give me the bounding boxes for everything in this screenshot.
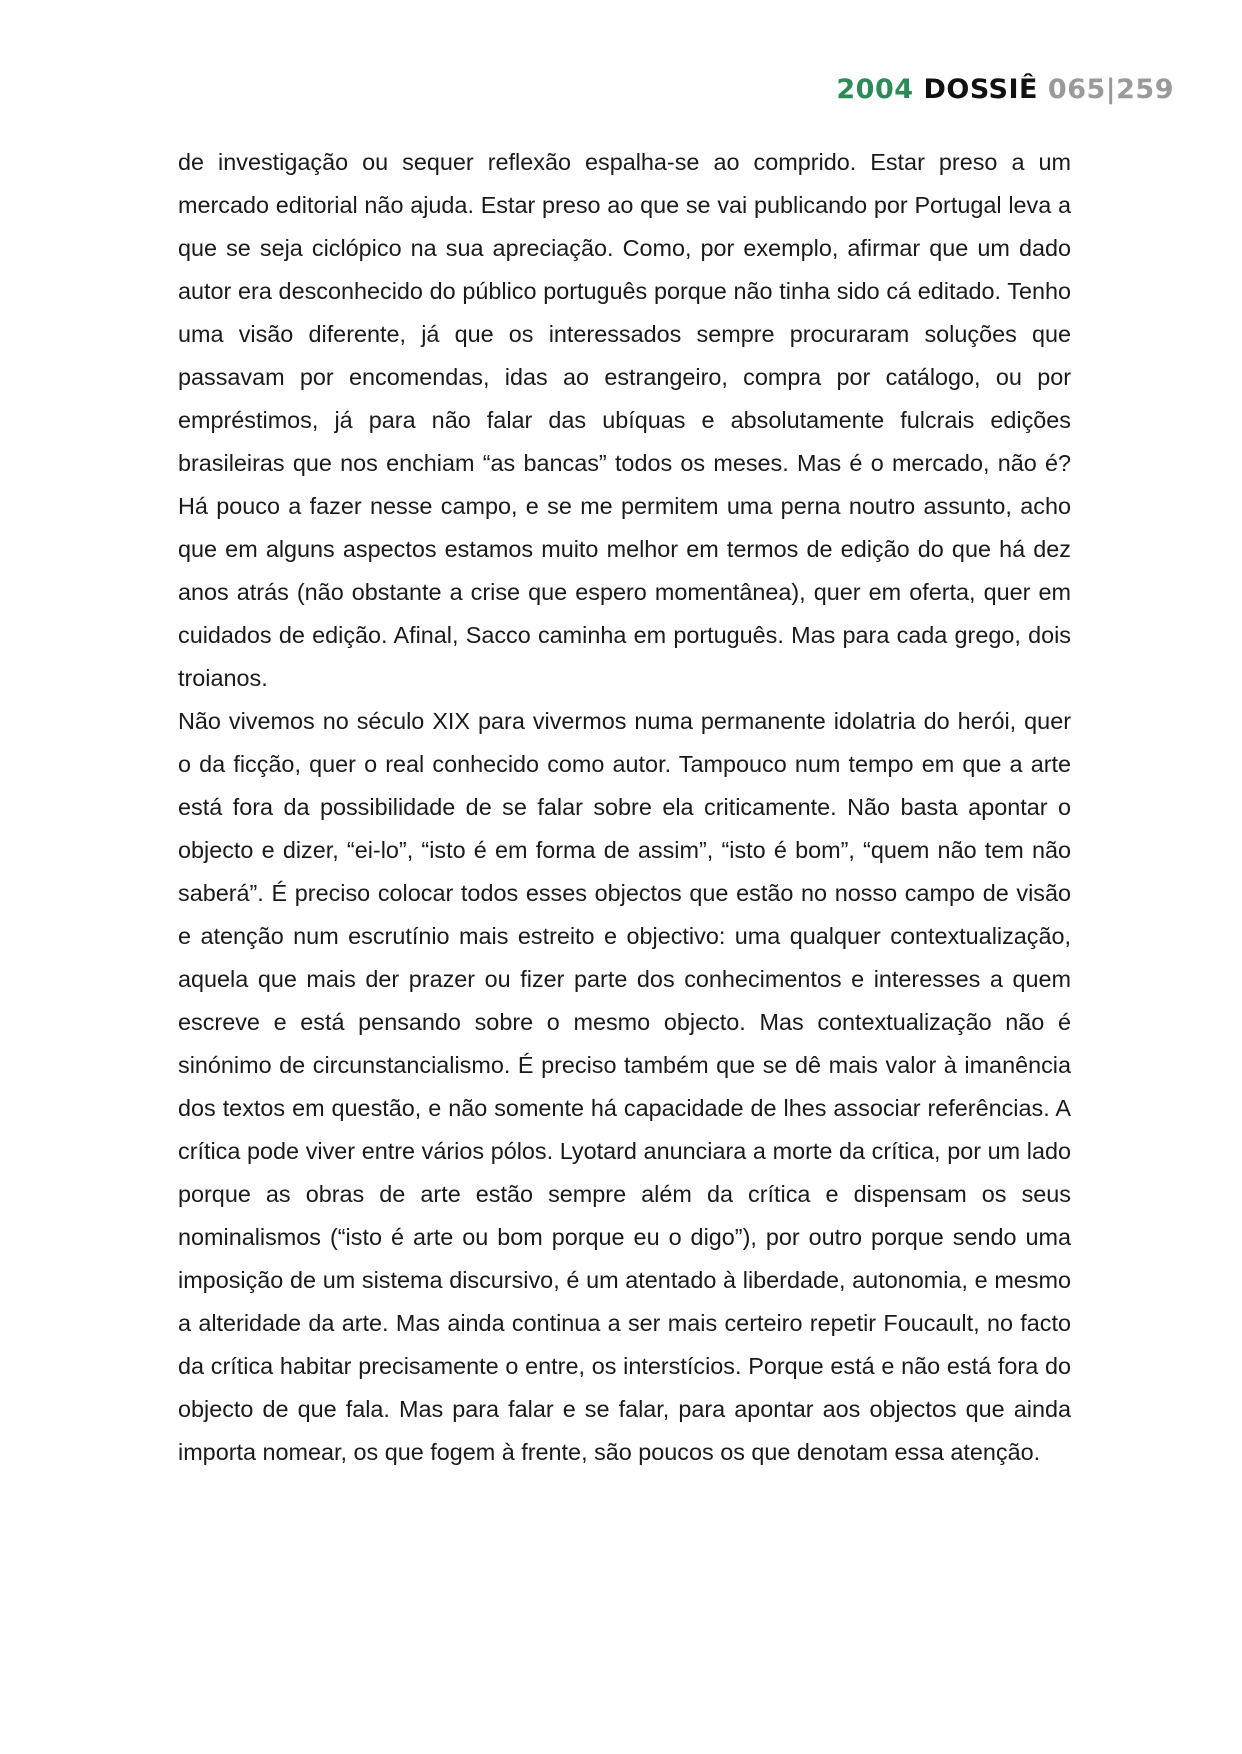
header-year: 2004: [836, 74, 914, 105]
header-page-numbers: 065|259: [1047, 74, 1174, 105]
paragraph-1: de investigação ou sequer reflexão espalha-se ao comprido. Estar preso a um mercado editorial não ajuda. Estar preso ao que se vai publicando por Portugal leva a que se seja ciclópico na sua apreciação. Como, por exemplo, afirmar que um dado autor era desconhecido do público português porque não tinha sido cá editado. Tenho uma visão diferente, já que os interessados sempre procuraram soluções que passavam por encomendas, idas ao estrangeiro, compra por catálogo, ou por empréstimos, já para não falar das ubíquas e absolutamente fulcrais edições brasileiras que nos enchiam “as bancas” todos os meses. Mas é o mercado, não é? Há pouco a fazer nesse campo, e se me permitem uma perna noutro assunto, acho que em alguns aspectos estamos muito melhor em termos de edição do que há dez anos atrás (não obstante a crise que espero momentânea), quer em oferta, quer em cuidados de edição. Afinal, Sacco caminha em português. Mas para cada grego, dois troianos.: [178, 149, 1071, 691]
header-section-title: DOSSIÊ: [923, 74, 1038, 105]
page-header: [0, 74, 1242, 105]
article-body: [178, 141, 1071, 1474]
paragraph-2: Não vivemos no século XIX para vivermos numa permanente idolatria do herói, quer o da ficção, quer o real conhecido como autor. Tampouco num tempo em que a arte está fora da possibilidade de se falar sobre ela criticamente. Não basta apontar o objecto e dizer, “ei-lo”, “isto é em forma de assim”, “isto é bom”, “quem não tem não saberá”. É preciso colocar todos esses objectos que estão no nosso campo de visão e atenção num escrutínio mais estreito e objectivo: uma qualquer contextualização, aquela que mais der prazer ou fizer parte dos conhecimentos e interesses a quem escreve e está pensando sobre o mesmo objecto. Mas contextualização não é sinónimo de circunstancialismo. É preciso também que se dê mais valor à imanência dos textos em questão, e não somente há capacidade de lhes associar referências. A crítica pode viver entre vários pólos. Lyotard anunciara a morte da crítica, por um lado porque as obras de arte estão sempre além da crítica e dispensam os seus nominalismos (“isto é arte ou bom porque eu o digo”), por outro porque sendo uma imposição de um sistema discursivo, é um atentado à liberdade, autonomia, e mesmo a alteridade da arte. Mas ainda continua a ser mais certeiro repetir Foucault, no facto da crítica habitar precisamente o entre, os interstícios. Porque está e não está fora do objecto de que fala. Mas para falar e se falar, para apontar aos objectos que ainda importa nomear, os que fogem à frente, são poucos os que denotam essa atenção.: [178, 708, 1071, 1465]
